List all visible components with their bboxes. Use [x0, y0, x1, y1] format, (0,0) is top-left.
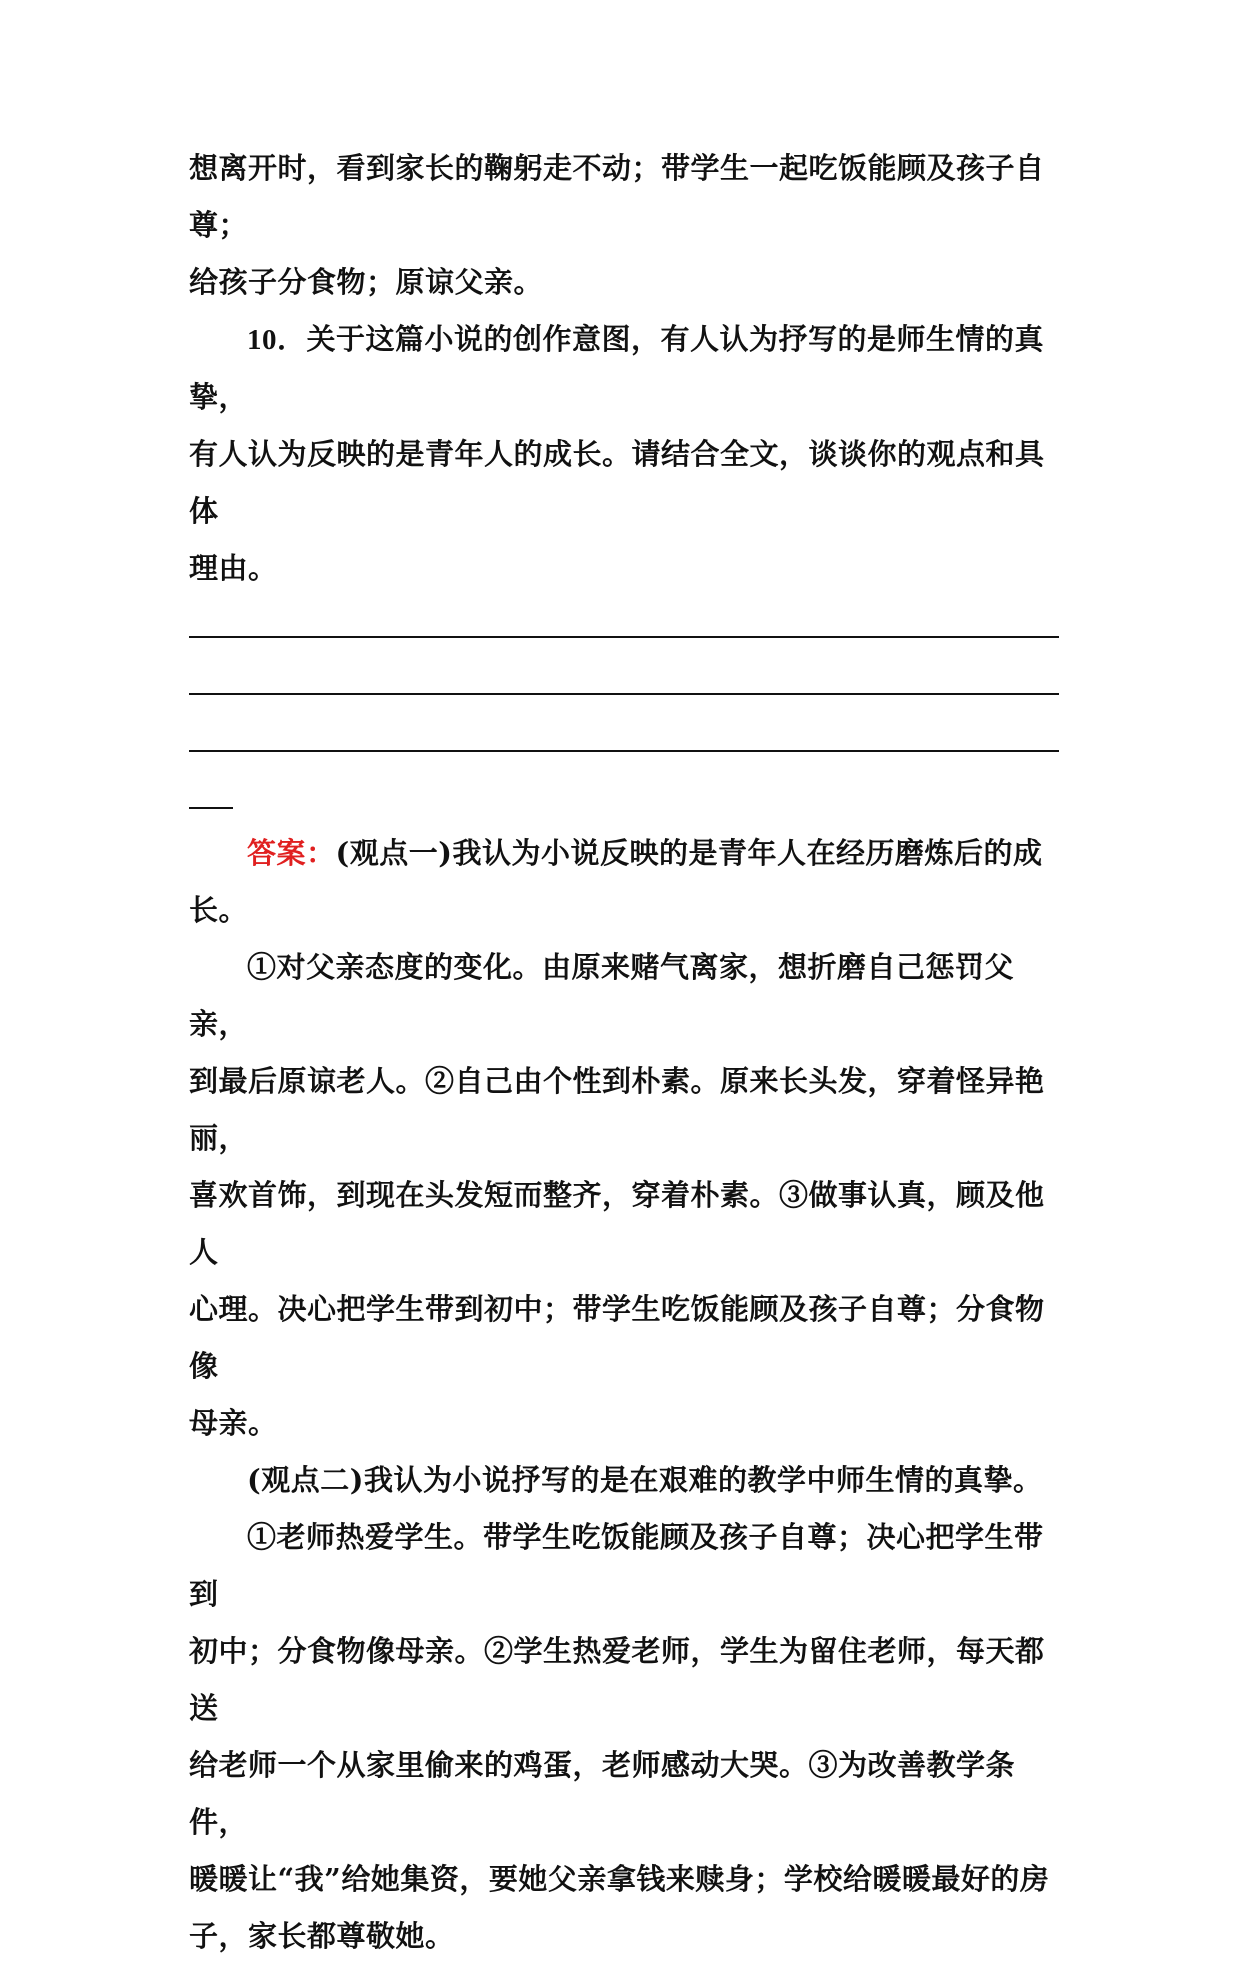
question-10-line-2: 有人认为反映的是青年人的成长。请结合全文，谈谈你的观点和具体	[189, 437, 1045, 528]
answer-view-1-line-2: 到最后原谅老人。②自己由个性到朴素。原来长头发，穿着怪异艳丽，	[189, 1064, 1045, 1155]
answer-view-2-line-4: 暖暖让“我”给她集资，要她父亲拿钱来赎身；学校给暖暖最好的房	[189, 1862, 1050, 1896]
answer-view-1-line-1: ①对父亲态度的变化。由原来赌气离家，想折磨自己惩罚父亲，	[189, 950, 1015, 1041]
question-number: 10．	[247, 324, 307, 356]
prev-answer-line-1: 想离开时，看到家长的鞠躬走不动；带学生一起吃饭能顾及孩子自尊；	[189, 151, 1045, 242]
answer-blank-line-1	[189, 597, 1059, 654]
answer-blank-line-3	[189, 711, 1059, 768]
answer-view-2-title: (观点二)我认为小说抒写的是在艰难的教学中师生情的真挚。	[247, 1463, 1043, 1497]
answer-view-1-title-text: (观点一)我认为小说反映的是青年人在经历磨炼后的成长。	[189, 836, 1043, 927]
answer-view-2-line-3: 给老师一个从家里偷来的鸡蛋，老师感动大哭。③为改善教学条件，	[189, 1748, 1016, 1839]
answer-blank-line-4	[189, 768, 1059, 825]
document-page	[189, 140, 1059, 1965]
prev-answer-line-2: 给孩子分食物；原谅父亲。	[189, 265, 544, 299]
answer-view-1-title	[189, 825, 1059, 939]
question-10-line-3: 理由。	[189, 551, 278, 585]
answer-blank-line-2	[189, 654, 1059, 711]
answer-view-2-line-1: ①老师热爱学生。带学生吃饭能顾及孩子自尊；决心把学生带到	[189, 1520, 1044, 1611]
answer-label: 答案：	[247, 836, 336, 870]
answer-view-2-line-5: 子，家长都尊敬她。	[189, 1919, 455, 1953]
answer-view-1-line-4: 心理。决心把学生带到初中；带学生吃饭能顾及孩子自尊；分食物像	[189, 1292, 1045, 1383]
question-10-line-1	[189, 311, 1059, 426]
question-10-text-1: 关于这篇小说的创作意图，有人认为抒写的是师生情的真挚，	[189, 322, 1045, 414]
answer-view-1-line-3: 喜欢首饰，到现在头发短而整齐，穿着朴素。③做事认真，顾及他人	[189, 1178, 1045, 1269]
answer-view-1-line-5: 母亲。	[189, 1406, 278, 1440]
answer-view-2-line-2: 初中；分食物像母亲。②学生热爱老师，学生为留住老师，每天都送	[189, 1634, 1045, 1725]
